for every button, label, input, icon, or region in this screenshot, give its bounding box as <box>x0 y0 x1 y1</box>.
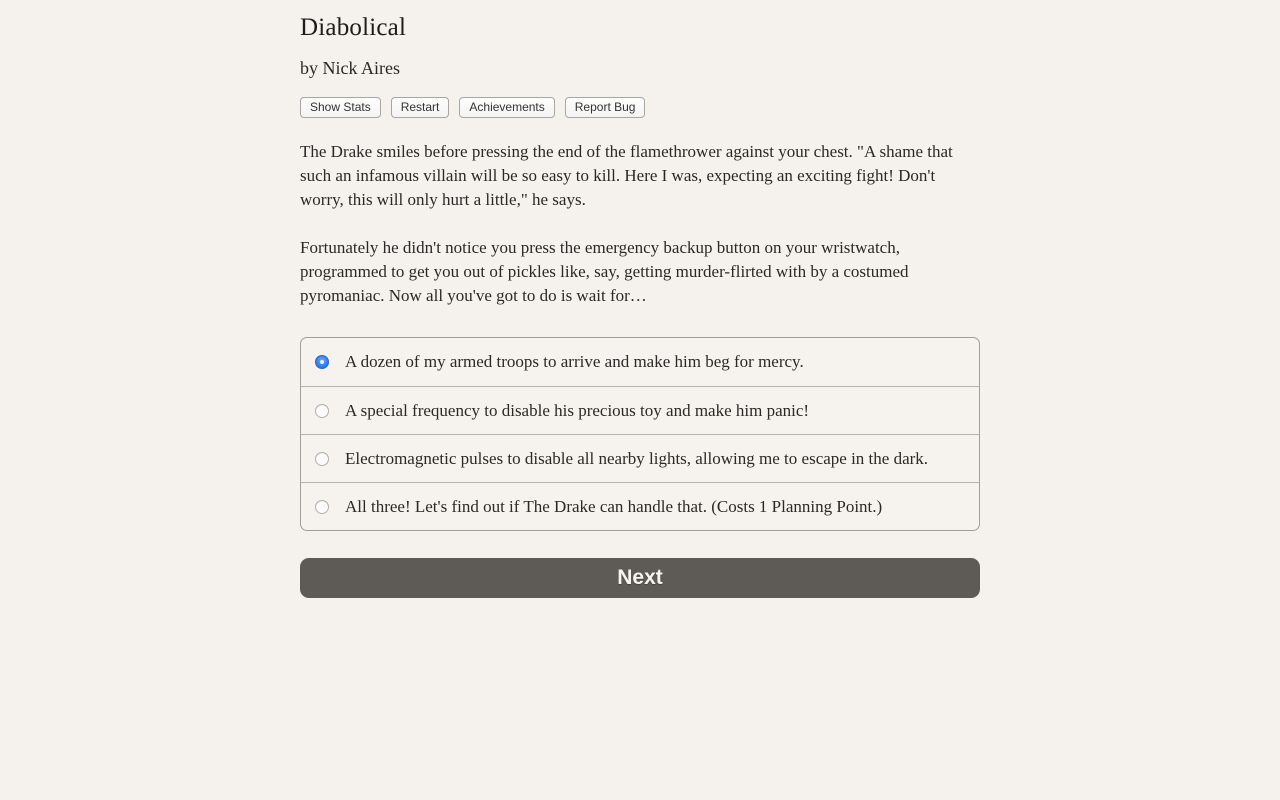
choice-option-label: A special frequency to disable his precious toy and make him panic! <box>345 400 810 420</box>
page-title: Diabolical <box>300 14 407 41</box>
choice-option-label: All three! Let's find out if The Drake can handle that. (Costs 1 Planning Point.) <box>345 496 883 516</box>
game-page <box>300 0 980 598</box>
choice-option-2[interactable] <box>301 386 979 434</box>
story-paragraph: The Drake smiles before pressing the end of the flamethrower against your chest. "A shame that such an infamous villain will be so easy to kill. Here I was, expecting an exciting fight! Don't worry, this will only hurt a little," he says. <box>300 142 953 209</box>
choice-list <box>300 337 980 531</box>
radio-button[interactable] <box>315 404 329 418</box>
achievements-button[interactable]: Achievements <box>459 97 554 118</box>
choice-option-label: Electromagnetic pulses to disable all nearby lights, allowing me to escape in the dark. <box>345 448 929 468</box>
radio-button-selected[interactable] <box>315 355 329 369</box>
radio-button[interactable] <box>315 500 329 514</box>
story-paragraph: Fortunately he didn't notice you press the emergency backup button on your wristwatch, programmed to get you out of pickles like, say, getting murder-flirted with by a costumed pyromaniac. Now all you've got to do is wait for… <box>300 238 909 305</box>
restart-button[interactable]: Restart <box>391 97 450 118</box>
next-button[interactable]: Next <box>300 558 980 598</box>
story-text <box>300 140 980 308</box>
choice-option-1[interactable] <box>301 338 979 386</box>
author-byline: by Nick Aires <box>300 58 400 78</box>
choice-option-3[interactable] <box>301 434 979 482</box>
choice-option-4[interactable] <box>301 482 979 530</box>
radio-button[interactable] <box>315 452 329 466</box>
choice-option-label: A dozen of my armed troops to arrive and make him beg for mercy. <box>345 352 804 371</box>
toolbar <box>300 97 980 118</box>
report-bug-button[interactable]: Report Bug <box>565 97 646 118</box>
show-stats-button[interactable]: Show Stats <box>300 97 381 118</box>
